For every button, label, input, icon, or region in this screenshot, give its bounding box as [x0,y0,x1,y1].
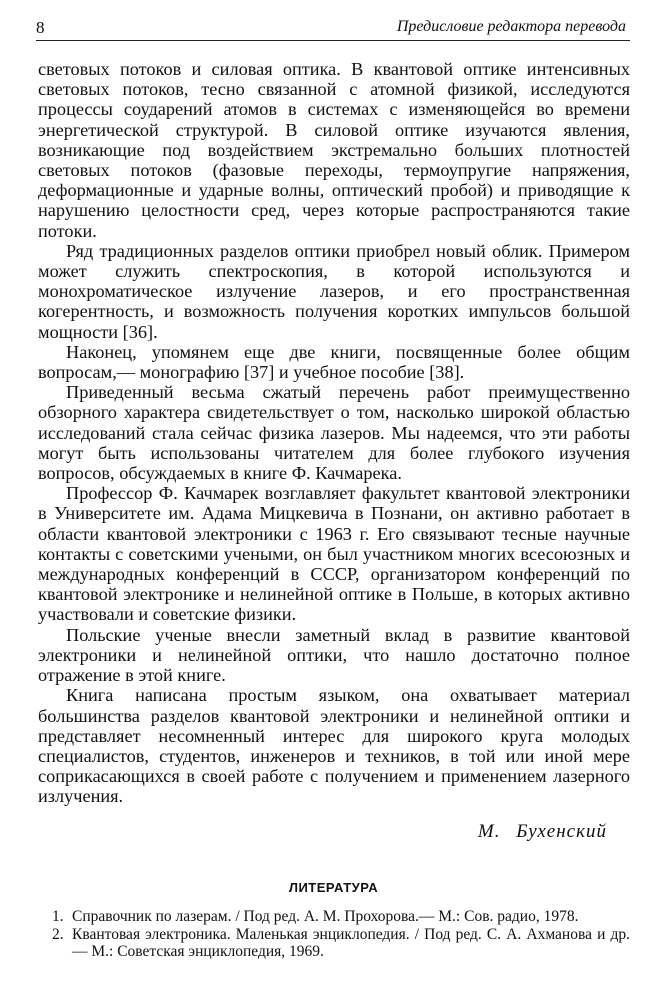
paragraph: Приведенный весьма сжатый перечень работ преимущественно обзорного характера свидетельствует о том, насколько широкой областью исследований стала сейчас физика лазеров. Мы надеемся, что эти работы могут быть использованы читателем для более глубокого изучения вопросов, обсуждаемых в книге Ф. Качмарека. [38,382,630,484]
running-header-title: Предисловие редактора перевода [396,18,626,35]
reference-item [52,908,630,926]
author-signature: М. Бухенский [477,821,607,842]
references-heading: ЛИТЕРАТУРА [288,880,379,895]
reference-number: 1. [52,908,64,925]
reference-item [52,926,630,961]
paragraph: световых потоков и силовая оптика. В квантовой оптике интенсивных световых потоков, тесно связанной с атомной физикой, исследуются процессы соударений атомов в системах с изменяющейся во времени энергетической структурой. В силовой оптике изучаются явления, возникающие под воздействием экстремально больших плотностей световых потоков (фазовые переходы, термоупругие напряжения, деформационные и ударные волны, оптический пробой) и приводящие к нарушению целостности сред, через которые распространяются такие потоки. [38,59,630,241]
paragraph: Профессор Ф. Качмарек возглавляет факультет квантовой электроники в Университете им. Адама Мицкевича в Познани, он активно работает в области квантовой электроники с 1963 г. Его связывают тесные научные контакты с советскими учеными, он был участником многих всесоюзных и международных конференций в СССР, организатором конференций по квантовой электронике и нелинейной оптике в Польше, в которых активно участвовали и советские физики. [38,483,630,625]
reference-number: 2. [52,925,64,943]
paragraph: Польские ученые внесли заметный вклад в развитие квантовой электроники и нелинейной оптики, что нашло достаточно полное отражение в этой книге. [38,624,630,686]
paragraph: Наконец, упомянем еще две книги, посвященные более общим вопросам,— монографию [37] и учебное пособие [38]. [38,341,630,383]
running-header [36,18,630,41]
body-text [38,59,630,807]
reference-text: Справочник по лазерам. / Под ред. А. М. Прохорова.— М.: Сов. радио, 1978. [72,908,579,925]
page-number: 8 [36,18,45,37]
paragraph: Ряд традиционных разделов оптики приобрел новый облик. Примером может служить спектроскопия, в которой используются и монохроматическое излучение лазеров, и его пространственная когерентность, и возможность получения коротких импульсов большой мощности [36]. [38,240,630,342]
reference-text: Квантовая электроника. Маленькая энциклопедия. / Под ред. С. А. Ахманова и др.— М.: Советская энциклопедия, 1969. [72,925,630,960]
paragraph: Книга написана простым языком, она охватывает материал большинства разделов квантовой электроники и нелинейной оптики и представляет несомненный интерес для широкого круга молодых специалистов, студентов, инженеров и техников, в той или иной мере соприкасающихся в своей работе с получением и применением лазерного излучения. [38,685,630,807]
references-list [52,908,630,961]
